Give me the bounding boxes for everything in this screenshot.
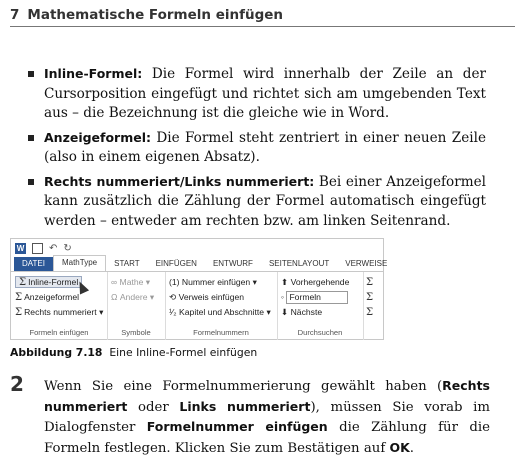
bullet-text: Die Formel wird innerhalb der Zeile an der Cursorposition eingefügt und richtet sich am umgebenden Text aus – die Bezeichnung ist die gleiche wie in Word.	[44, 66, 486, 121]
bullet-square-icon	[28, 179, 34, 185]
anzeigeformel-button[interactable]: Σ Anzeigeformel	[15, 292, 80, 303]
bullet-term: Anzeigeformel:	[44, 129, 152, 145]
bullet-term: Inline-Formel:	[44, 66, 143, 81]
group-extra	[363, 272, 383, 340]
bullet-list	[26, 64, 486, 235]
undo-icon[interactable]: ↶	[49, 242, 58, 254]
ribbon-tabs	[11, 256, 388, 271]
andere-button[interactable]: Ω Andere ▾	[111, 292, 155, 302]
group-label: Symbole	[121, 328, 151, 337]
group-symbole	[107, 272, 166, 340]
group-durchsuchen	[277, 272, 364, 340]
dropdown-arrow-icon: ▾	[99, 307, 104, 317]
omega-icon: Ω	[111, 292, 118, 302]
mathe-button[interactable]: ∞ Mathe ▾	[111, 277, 151, 287]
bullet-text: Bei einer Anzeigeformel kann zusätzlich die Zählung der Formel automatisch eingefügt werden – entweder am rechten bzw. am linken Seitenrand.	[44, 173, 486, 229]
tab-mathtype[interactable]: MathType	[53, 255, 106, 271]
down-arrow-icon: ⬇	[281, 307, 289, 317]
group-label: Formelnummern	[193, 328, 249, 337]
link-icon: ⟲	[169, 292, 177, 302]
sigma-icon: Σ	[15, 292, 23, 303]
redo-icon[interactable]: ↻	[63, 242, 72, 254]
up-arrow-icon: ⬆	[281, 277, 289, 287]
verweis-einfuegen-button[interactable]: ⟲ Verweis einfügen	[169, 292, 245, 302]
formeln-select[interactable]: ◦ Formeln	[281, 290, 348, 304]
group-label: Durchsuchen	[297, 328, 343, 337]
tab-seitenlayout[interactable]: SEITENLAYOUT	[268, 259, 330, 268]
step-text: Wenn Sie eine Formelnummerierung gewählt haben (Rechts nummeriert oder Links nummeriert), müssen Sie vorab im Dialogfenster Formelnummer einfügen die Zählung für die Formeln festlegen. Klicken Sie zum Bestätigen auf OK.	[44, 378, 490, 456]
sigma-icon[interactable]: Σ	[366, 277, 374, 288]
sigma-icon[interactable]: Σ	[366, 307, 374, 318]
bullet-square-icon	[28, 135, 34, 141]
tab-start[interactable]: START	[114, 259, 140, 268]
caption-text: Eine Inline-Formel einfügen	[109, 346, 258, 359]
group-label: Formeln einfügen	[29, 328, 89, 337]
step-2	[10, 372, 490, 458]
bullet-item	[26, 64, 486, 124]
naechste-button[interactable]: ⬇ Nächste	[281, 307, 323, 317]
circle-icon: ◦	[281, 292, 285, 302]
ribbon-screenshot	[10, 238, 388, 340]
ribbon-panel	[11, 271, 383, 340]
bullet-item	[26, 128, 486, 168]
tab-datei[interactable]: DATEI	[14, 257, 53, 271]
tab-verweise[interactable]: VERWEISE	[345, 259, 388, 268]
group-formeln-einfuegen	[11, 272, 108, 340]
chapter-icon: ¹⁄₂	[169, 307, 177, 317]
bullet-item	[26, 172, 486, 232]
bullet-text: Die Formel steht zentriert in einer neuen Zeile (also in einem eigenen Absatz).	[44, 129, 486, 165]
chapter-header	[10, 4, 515, 27]
sigma-icon: Σ	[19, 277, 27, 288]
sigma-icon[interactable]: Σ	[366, 292, 374, 303]
step-number: 2	[10, 372, 24, 396]
tab-einfuegen[interactable]: EINFÜGEN	[155, 259, 197, 268]
kapitel-abschnitte-button[interactable]: ¹⁄₂ Kapitel und Abschnitte ▾	[169, 307, 271, 317]
quick-access-toolbar	[15, 241, 72, 255]
chapter-title: Mathematische Formeln einfügen	[27, 7, 284, 23]
infinity-icon: ∞	[111, 277, 118, 287]
bullet-term: Rechts nummeriert/Links nummeriert:	[44, 173, 315, 189]
sigma-icon: Σ	[15, 307, 23, 318]
save-icon[interactable]	[32, 243, 43, 254]
figure-caption	[10, 346, 257, 359]
caption-label: Abbildung 7.18	[10, 346, 103, 359]
vorhergehende-button[interactable]: ⬆ Vorhergehende	[281, 277, 350, 287]
inline-formel-button[interactable]: Σ Inline-Formel	[15, 275, 82, 289]
chapter-number: 7	[10, 7, 20, 23]
rechts-nummeriert-button[interactable]: Σ Rechts nummeriert ▾	[15, 307, 104, 318]
group-formelnummern	[165, 272, 278, 340]
tab-entwurf[interactable]: ENTWURF	[212, 259, 253, 268]
nummer-einfuegen-button[interactable]: (1) Nummer einfügen ▾	[169, 277, 257, 287]
word-app-icon: W	[16, 243, 25, 253]
bullet-square-icon	[28, 71, 34, 77]
